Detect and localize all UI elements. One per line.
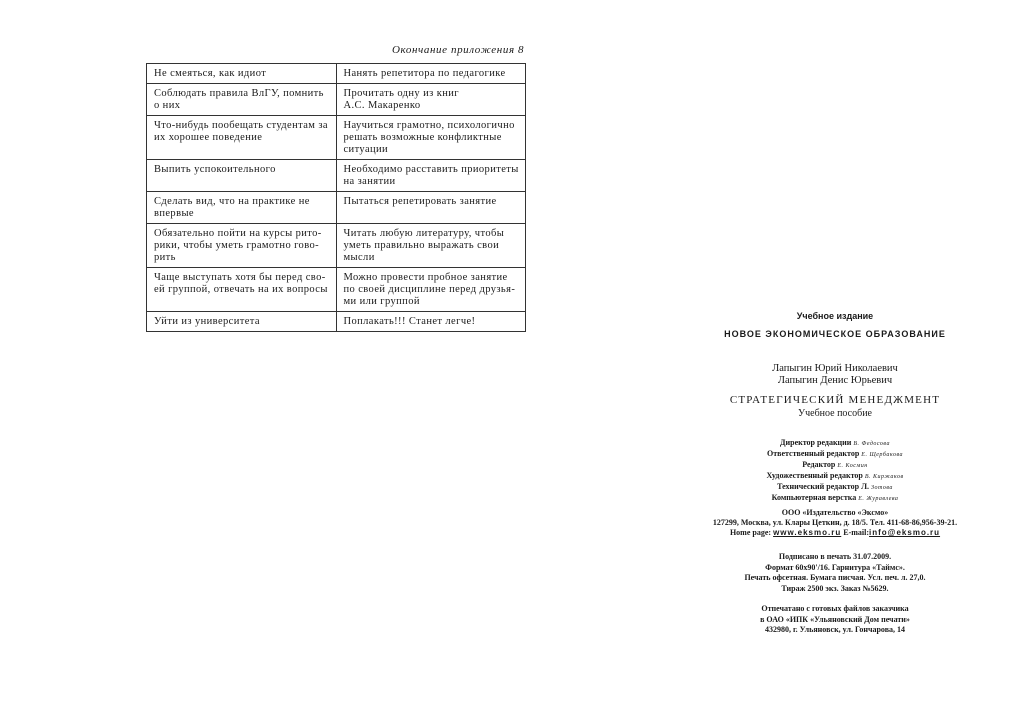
cell-line: А.С. Макаренко — [343, 100, 421, 111]
cell-line: ми или группой — [343, 296, 420, 307]
staff-role: Редактор — [802, 460, 836, 469]
cell-line: Научиться грамотно, психологично — [343, 120, 515, 131]
publisher-name: ООО «Издательство «Эксмо» — [781, 508, 889, 517]
cell-line: на занятии — [343, 176, 396, 187]
staff-name: В. Киржаков — [864, 474, 904, 480]
table-cell-right — [336, 84, 526, 116]
staff-line — [680, 493, 990, 504]
print-line: Подписано в печать 31.07.2009. — [778, 552, 892, 561]
cell-line: Можно провести пробное занятие — [343, 272, 508, 283]
appendix-caption: Окончание приложения 8 — [392, 44, 525, 56]
author-name: Лапыгин Денис Юрьевич — [777, 375, 893, 386]
staff-line — [680, 449, 990, 460]
table-cell-left — [147, 160, 337, 192]
print-info — [680, 552, 990, 594]
cell-line: Соблюдать правила ВлГУ, помнить — [154, 88, 324, 99]
print-line: Печать офсетная. Бумага писчая. Усл. печ. л. 27,0. — [744, 573, 926, 582]
staff-name: Е. Щербакова — [861, 452, 904, 458]
table-row — [147, 84, 526, 116]
printer-info — [680, 604, 990, 636]
table-row — [147, 268, 526, 312]
cell-line: рики, чтобы уметь грамотно гово- — [154, 240, 320, 251]
staff-line — [680, 438, 990, 449]
staff-line — [680, 482, 990, 493]
staff-name: Е. Космин — [837, 463, 868, 469]
staff-role: Ответственный редактор — [766, 449, 860, 458]
staff-role: Технический редактор Л. — [777, 482, 870, 491]
homepage-label: Home page: — [729, 528, 772, 537]
table-cell-left — [147, 224, 337, 268]
cell-line: по своей дисциплине перед друзья- — [343, 284, 516, 295]
cell-line: о них — [154, 100, 181, 111]
cell-line: Выпить успокоительного — [154, 164, 276, 175]
staff-role: Директор редакции — [780, 438, 852, 447]
table-cell-left — [147, 312, 337, 332]
homepage-link[interactable]: www.eksmo.ru — [773, 528, 842, 537]
staff-line — [680, 471, 990, 482]
cell-line: мысли — [343, 252, 375, 263]
staff-role: Компьютерная верстка — [771, 493, 857, 502]
appendix-table — [146, 63, 526, 332]
table-cell-left — [147, 268, 337, 312]
email-link[interactable]: info@eksmo.ru — [869, 528, 941, 537]
cell-line: рить — [154, 252, 176, 263]
editorial-staff — [680, 438, 990, 504]
table-cell-right — [336, 160, 526, 192]
printer-line: в ОАО «ИПК «Ульяновский Дом печати» — [760, 614, 910, 624]
cell-line: Уйти из университета — [154, 316, 260, 327]
cell-line: впервые — [154, 208, 194, 219]
cell-line: Нанять репетитора по педагогике — [343, 68, 506, 79]
publisher-address: 127299, Москва, ул. Клары Цеткин, д. 18/5. Тел. 411-68-86,956-39-21. — [712, 518, 958, 527]
printer-line: Отпечатано с готовых файлов заказчика — [761, 604, 909, 613]
book-subtitle: Учебное пособие — [798, 408, 872, 419]
print-line: Тираж 2500 экз. Заказ №5629. — [781, 583, 889, 593]
cell-line: Обязательно пойти на курсы рито- — [154, 228, 322, 239]
table-cell-right — [336, 224, 526, 268]
publisher-web — [680, 528, 990, 538]
table-cell-left — [147, 116, 337, 160]
cell-line: Поплакать!!! Станет легче! — [343, 316, 476, 327]
authors — [680, 363, 990, 387]
table-cell-left — [147, 192, 337, 224]
table-row — [147, 224, 526, 268]
table-row — [147, 192, 526, 224]
table-cell-right — [336, 116, 526, 160]
table-row — [147, 160, 526, 192]
table-row — [147, 116, 526, 160]
staff-name: Е. Журавлева — [858, 496, 899, 502]
cell-line: Что-нибудь пообещать студентам за — [154, 120, 328, 131]
staff-name: В. Федосова — [853, 441, 890, 447]
printer-line: 432980, г. Ульяновск, ул. Гончарова, 14 — [764, 625, 906, 634]
edition-type: Учебное издание — [796, 311, 874, 321]
cell-line: Не смеяться, как идиот — [154, 68, 267, 79]
table-cell-left — [147, 64, 337, 84]
email-label: E-mail: — [843, 528, 870, 537]
table-cell-right — [336, 312, 526, 332]
table-row — [147, 312, 526, 332]
book-title: СТРАТЕГИЧЕСКИЙ МЕНЕДЖМЕНТ — [729, 394, 941, 406]
staff-role: Художественный редактор — [766, 471, 863, 480]
author-name: Лапыгин Юрий Николаевич — [772, 363, 898, 374]
table-row — [147, 64, 526, 84]
cell-line: Необходимо расставить приоритеты — [343, 164, 519, 175]
cell-line: решать возможные конфликтные — [343, 132, 502, 143]
cell-line: Чаще выступать хотя бы перед сво- — [154, 272, 326, 283]
table-cell-right — [336, 192, 526, 224]
cell-line: Прочитать одну из книг — [343, 88, 459, 99]
cell-line: Читать любую литературу, чтобы — [343, 228, 505, 239]
table-cell-right — [336, 64, 526, 84]
cell-line: Сделать вид, что на практике не — [154, 196, 310, 207]
publisher-info — [680, 508, 990, 538]
staff-name: Зотова — [871, 485, 893, 491]
cell-line: уметь правильно выражать свои — [343, 240, 500, 251]
table-cell-left — [147, 84, 337, 116]
table-cell-right — [336, 268, 526, 312]
print-line: Формат 60x90'/16. Гарнитура «Таймс». — [765, 562, 905, 572]
staff-line — [680, 460, 990, 471]
cell-line: ей группой, отвечать на их вопросы — [154, 284, 328, 295]
cell-line: их хорошее поведение — [154, 132, 263, 143]
cell-line: ситуации — [343, 144, 389, 155]
series-title: НОВОЕ ЭКОНОМИЧЕСКОЕ ОБРАЗОВАНИЕ — [724, 329, 946, 339]
cell-line: Пытаться репетировать занятие — [343, 196, 497, 207]
